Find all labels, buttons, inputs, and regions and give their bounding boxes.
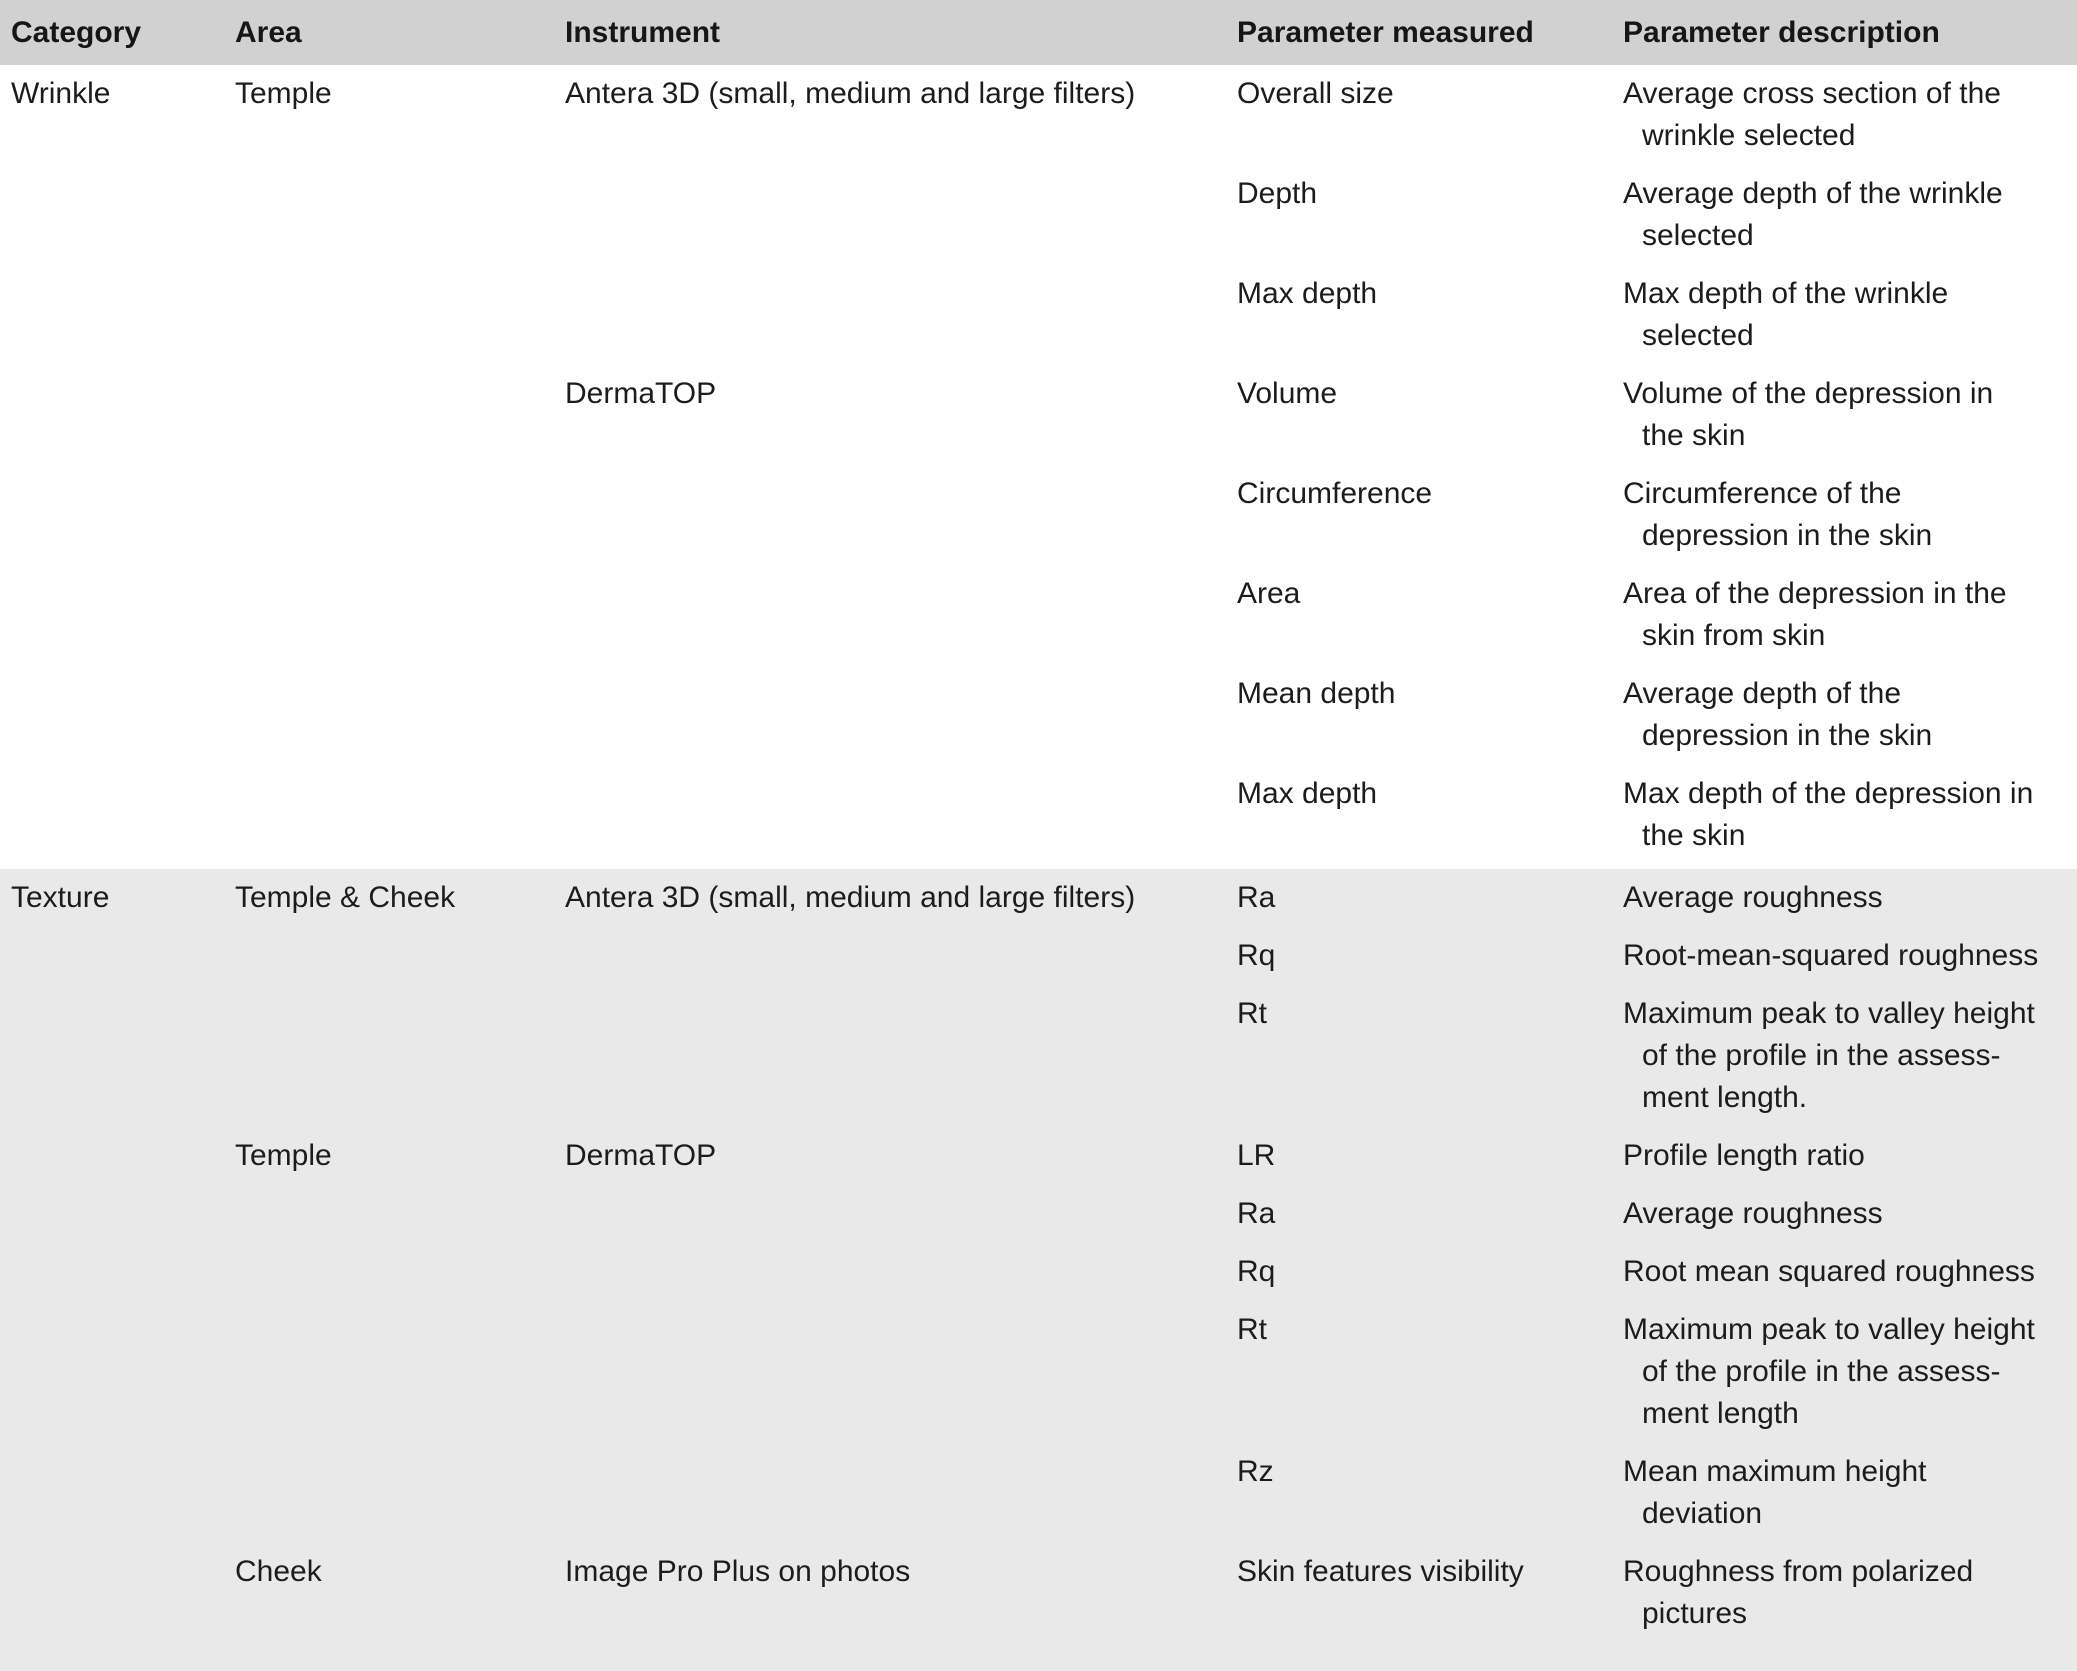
cell-area bbox=[235, 673, 565, 757]
cell-parameter: Ra bbox=[1237, 1197, 1276, 1230]
cell-description: Mean maximum height deviation bbox=[1623, 1455, 1927, 1530]
cell-instrument: DermaTOP bbox=[565, 1139, 717, 1172]
cell-instrument bbox=[565, 573, 1237, 657]
cell-parameter: Depth bbox=[1237, 177, 1318, 210]
cell-area: Temple bbox=[235, 77, 332, 110]
cell-parameter: Circumference bbox=[1237, 477, 1433, 510]
cell-area: Temple bbox=[235, 1139, 332, 1172]
header-parameter-description: Parameter description bbox=[1623, 15, 1940, 49]
table-row bbox=[11, 173, 2077, 257]
cell-instrument bbox=[565, 1451, 1237, 1535]
cell-instrument bbox=[565, 673, 1237, 757]
cell-parameter: Rt bbox=[1237, 997, 1267, 1030]
section-wrinkle bbox=[0, 65, 2077, 869]
cell-instrument bbox=[565, 993, 1237, 1119]
cell-category bbox=[11, 673, 235, 757]
table-row bbox=[11, 1193, 2077, 1235]
cell-area: Temple & Cheek bbox=[235, 881, 456, 914]
cell-area bbox=[235, 773, 565, 857]
cell-description: Max depth of the wrinkle selected bbox=[1623, 277, 1949, 352]
cell-area bbox=[235, 1451, 565, 1535]
cell-description: Average roughness bbox=[1623, 881, 1883, 914]
cell-category bbox=[11, 1251, 235, 1293]
cell-category bbox=[11, 273, 235, 357]
table-row bbox=[11, 273, 2077, 357]
cell-area bbox=[235, 373, 565, 457]
table-row bbox=[11, 1551, 2077, 1635]
cell-instrument: Antera 3D (small, medium and large filters) bbox=[565, 77, 1136, 110]
cell-description: Average roughness bbox=[1623, 1197, 1883, 1230]
cell-category bbox=[11, 573, 235, 657]
cell-parameter: Skin features visibility bbox=[1237, 1555, 1524, 1588]
cell-category: Texture bbox=[11, 881, 110, 914]
cell-description: Average depth of the wrinkle selected bbox=[1623, 177, 2003, 252]
cell-parameter: Volume bbox=[1237, 377, 1338, 410]
cell-category bbox=[11, 935, 235, 977]
cell-parameter: Max depth bbox=[1237, 277, 1378, 310]
cell-parameter: Overall size bbox=[1237, 77, 1394, 110]
cell-parameter: Area bbox=[1237, 577, 1301, 610]
table-row bbox=[11, 773, 2077, 857]
cell-description: Root-mean-squared roughness bbox=[1623, 939, 2039, 972]
cell-instrument: DermaTOP bbox=[565, 377, 717, 410]
cell-instrument bbox=[565, 473, 1237, 557]
cell-instrument bbox=[565, 173, 1237, 257]
cell-parameter: Rq bbox=[1237, 939, 1276, 972]
table-header-row bbox=[0, 0, 2077, 65]
cell-area bbox=[235, 573, 565, 657]
section-texture bbox=[0, 869, 2077, 1671]
table-row bbox=[11, 673, 2077, 757]
cell-parameter: Max depth bbox=[1237, 777, 1378, 810]
cell-instrument bbox=[565, 773, 1237, 857]
cell-area bbox=[235, 1251, 565, 1293]
cell-description: Root mean squared roughness bbox=[1623, 1255, 2035, 1288]
cell-category bbox=[11, 1135, 235, 1177]
cell-instrument bbox=[565, 273, 1237, 357]
cell-instrument: Antera 3D (small, medium and large filters) bbox=[565, 881, 1136, 914]
table-row bbox=[11, 373, 2077, 457]
cell-description: Profile length ratio bbox=[1623, 1139, 1865, 1172]
cell-description: Maximum peak to valley height of the profile in the assess-ment length. bbox=[1623, 997, 2035, 1114]
cell-area bbox=[235, 935, 565, 977]
cell-area bbox=[235, 1193, 565, 1235]
cell-parameter: Ra bbox=[1237, 881, 1276, 914]
cell-description: Roughness from polarized pictures bbox=[1623, 1555, 1974, 1630]
cell-description: Maximum peak to valley height of the profile in the assess-ment length bbox=[1623, 1313, 2035, 1430]
cell-category bbox=[11, 773, 235, 857]
cell-instrument bbox=[565, 1309, 1237, 1435]
cell-instrument bbox=[565, 1193, 1237, 1235]
cell-area: Cheek bbox=[235, 1555, 322, 1588]
header-instrument: Instrument bbox=[565, 15, 721, 49]
header-parameter-measured: Parameter measured bbox=[1237, 15, 1534, 49]
cell-instrument: Image Pro Plus on photos bbox=[565, 1555, 911, 1588]
cell-category bbox=[11, 473, 235, 557]
cell-description: Max depth of the depression in the skin bbox=[1623, 777, 2034, 852]
cell-parameter: LR bbox=[1237, 1139, 1276, 1172]
cell-parameter: Rz bbox=[1237, 1455, 1274, 1488]
table-row bbox=[11, 473, 2077, 557]
cell-category bbox=[11, 1309, 235, 1435]
cell-instrument bbox=[565, 1251, 1237, 1293]
cell-category bbox=[11, 1193, 235, 1235]
cell-description: Circumference of the depression in the skin bbox=[1623, 477, 1933, 552]
table-row bbox=[11, 935, 2077, 977]
cell-area bbox=[235, 1309, 565, 1435]
table-row bbox=[11, 573, 2077, 657]
table-row bbox=[11, 1451, 2077, 1535]
cell-category bbox=[11, 1551, 235, 1635]
cell-category bbox=[11, 373, 235, 457]
cell-parameter: Rt bbox=[1237, 1313, 1267, 1346]
cell-description: Average cross section of the wrinkle selected bbox=[1623, 77, 2001, 152]
table-row bbox=[11, 73, 2077, 157]
cell-description: Volume of the depression in the skin bbox=[1623, 377, 1994, 452]
cell-area bbox=[235, 273, 565, 357]
table-row bbox=[11, 993, 2077, 1119]
cell-area bbox=[235, 473, 565, 557]
table-row bbox=[11, 1135, 2077, 1177]
table-row bbox=[11, 1309, 2077, 1435]
cell-area bbox=[235, 993, 565, 1119]
cell-instrument bbox=[565, 935, 1237, 977]
cell-area bbox=[235, 173, 565, 257]
header-category: Category bbox=[11, 15, 142, 49]
cell-category bbox=[11, 993, 235, 1119]
cell-description: Area of the depression in the skin from skin bbox=[1623, 577, 2007, 652]
cell-parameter: Mean depth bbox=[1237, 677, 1396, 710]
table-row bbox=[11, 877, 2077, 919]
cell-category: Wrinkle bbox=[11, 77, 111, 110]
header-area: Area bbox=[235, 15, 302, 49]
cell-category bbox=[11, 173, 235, 257]
cell-description: Average depth of the depression in the skin bbox=[1623, 677, 1933, 752]
cell-category bbox=[11, 1451, 235, 1535]
table-row bbox=[11, 1251, 2077, 1293]
cell-parameter: Rq bbox=[1237, 1255, 1276, 1288]
